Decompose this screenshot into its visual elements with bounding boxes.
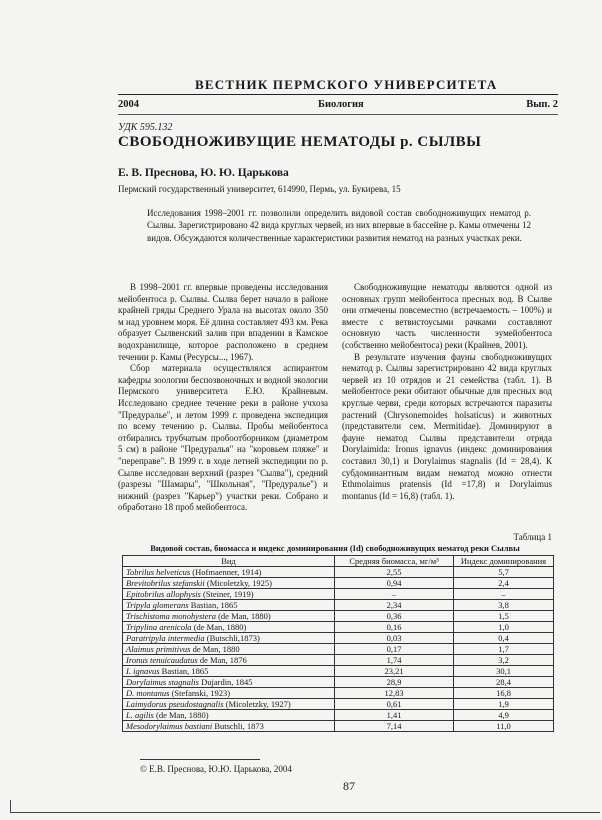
body-column-left xyxy=(118,282,328,514)
species-name: Mesodorylaimus bastiani xyxy=(126,721,213,731)
column-header-dominance: Индекс доминирования xyxy=(454,556,554,567)
page-number: 87 xyxy=(343,779,355,793)
biomass-cell: 0,94 xyxy=(335,578,454,589)
species-name: Laimydorus pseudostagnalis xyxy=(126,699,224,709)
dominance-cell: 2,4 xyxy=(454,578,554,589)
table-row xyxy=(123,699,554,710)
dominance-cell: 4,9 xyxy=(454,710,554,721)
species-cell xyxy=(123,578,335,589)
table-caption: Видовой состав, биомасса и индекс доминирования (Id) свободноживущих нематод реки Сылвы xyxy=(150,543,520,553)
dominance-cell: 3,2 xyxy=(454,655,554,666)
dominance-cell: 1,0 xyxy=(454,622,554,633)
biomass-cell: 12,83 xyxy=(335,688,454,699)
species-author: de Man, 1880 xyxy=(190,644,240,654)
header-rule xyxy=(118,94,558,95)
species-author: (Steiner, 1919) xyxy=(200,589,254,599)
dominance-cell: 30,1 xyxy=(454,666,554,677)
table-row xyxy=(123,655,554,666)
dominance-cell: 0,4 xyxy=(454,633,554,644)
species-author: (de Man, 1880) xyxy=(215,611,271,621)
table-row xyxy=(123,600,554,611)
dominance-cell: 11,0 xyxy=(454,721,554,732)
table-row xyxy=(123,567,554,578)
species-cell xyxy=(123,655,335,666)
table-row xyxy=(123,688,554,699)
footnote-rule xyxy=(140,759,260,760)
species-cell xyxy=(123,710,335,721)
species-name: Ironus tenuicaudatus xyxy=(126,655,198,665)
biomass-cell: 0,03 xyxy=(335,633,454,644)
species-cell xyxy=(123,688,335,699)
species-author: (Butschli,1873) xyxy=(204,633,260,643)
species-name: D. montanus xyxy=(126,688,170,698)
table-row xyxy=(123,611,554,622)
species-name: Tobrilus helveticus xyxy=(126,567,191,577)
species-cell xyxy=(123,721,335,732)
table-header-row xyxy=(123,556,554,567)
biomass-cell: 2,55 xyxy=(335,567,454,578)
paragraph: Свободноживущие нематоды являются одной из основных групп мейобентоса пресных вод. В Сылве они отмечены повсеместно (встречаемость – 100%) и вместе с ветвистоусыми рачками составляют основную часть численности эумейобентоса (собственно мейобентоса) реки (Крайнев, 2001). xyxy=(342,282,552,350)
dominance-cell: 1,5 xyxy=(454,611,554,622)
species-cell xyxy=(123,611,335,622)
table-label: Таблица 1 xyxy=(513,532,552,542)
species-cell xyxy=(123,644,335,655)
species-author: (Micoletzky, 1925) xyxy=(204,578,272,588)
dominance-cell: 1,7 xyxy=(454,644,554,655)
table-row xyxy=(123,721,554,732)
species-name: Tripylina arenicola xyxy=(126,622,192,632)
species-name: Dorylaimus stagnalis xyxy=(126,677,199,687)
biomass-cell: 0,61 xyxy=(335,699,454,710)
table-row xyxy=(123,666,554,677)
species-author: Bastian, 1865 xyxy=(188,600,238,610)
species-name: Brevitobrilus stefanskii xyxy=(126,578,205,588)
species-name: L. agilis xyxy=(126,710,154,720)
species-cell xyxy=(123,589,335,600)
header-rule-thin xyxy=(118,114,558,115)
dominance-cell: 28,4 xyxy=(454,677,554,688)
species-author: (de Man, 1880) xyxy=(153,710,209,720)
biomass-cell: 7,14 xyxy=(335,721,454,732)
section: Биология xyxy=(318,99,364,110)
paragraph: Сбор материала осуществлялся аспирантом кафедры зоологии беспозвоночных и водной экологии Пермского университета Е.Ю. Крайневым. Исследовано среднее течение реки в районе учхоза "Предуралье", и летом 1999 г. проведена экспедиция по всему течению р. Сылвы. Пробы мейобентоса отбирались трубчатым пробоотборником (диаметром 5 см) в районе "Предуралья" на "коровьем пляже" и "переправе". В 1999 г. в ходе летней экспедиции по р. Сылве исследован верхний (разрез "Сылва"), средний (разрезы "Шамары", "Школьная", "Предуралье") и нижний (разрез "Карьер") участки реки. Собрано и обработано 18 проб мейобентоса. xyxy=(118,363,328,513)
affiliation: Пермский государственный университет, 614990, Пермь, ул. Букирева, 15 xyxy=(118,184,401,194)
table-row xyxy=(123,710,554,721)
table-row xyxy=(123,677,554,688)
species-author: Butschli, 1873 xyxy=(212,721,264,731)
species-cell xyxy=(123,567,335,578)
species-name: Epitobrilus allophysis xyxy=(126,589,201,599)
dominance-cell: 5,7 xyxy=(454,567,554,578)
article-title: СВОБОДНОЖИВУЩИЕ НЕМАТОДЫ р. СЫЛВЫ xyxy=(118,134,482,150)
species-cell xyxy=(123,666,335,677)
species-cell xyxy=(123,600,335,611)
table-row xyxy=(123,622,554,633)
species-cell xyxy=(123,633,335,644)
body-column-right xyxy=(342,282,552,502)
species-name: I. ignavus xyxy=(126,666,160,676)
column-header-species: Вид xyxy=(123,556,335,567)
table-row xyxy=(123,578,554,589)
species-author: Dujardin, 1845 xyxy=(198,677,253,687)
species-name: Tripyla glomerans xyxy=(126,600,189,610)
page-edge-line xyxy=(10,812,600,813)
udk-code: УДК 595.132 xyxy=(118,122,173,133)
dominance-cell: 1,9 xyxy=(454,699,554,710)
biomass-cell: 0,36 xyxy=(335,611,454,622)
species-cell xyxy=(123,699,335,710)
biomass-cell: 0,16 xyxy=(335,622,454,633)
page-edge-tick xyxy=(10,800,11,812)
species-cell xyxy=(123,622,335,633)
species-author: (Micoletzky, 1927) xyxy=(223,699,291,709)
species-name: Trischistoma monohystera xyxy=(126,611,216,621)
journal-title: ВЕСТНИК ПЕРМСКОГО УНИВЕРСИТЕТА xyxy=(195,77,498,92)
species-author: (de Man, 1880) xyxy=(191,622,247,632)
table-row xyxy=(123,644,554,655)
biomass-cell: – xyxy=(335,589,454,600)
biomass-cell: 0,17 xyxy=(335,644,454,655)
copyright: © Е.В. Преснова, Ю.Ю. Царькова, 2004 xyxy=(140,764,292,774)
year: 2004 xyxy=(118,99,139,110)
species-table xyxy=(122,555,554,732)
authors: Е. В. Преснова, Ю. Ю. Царькова xyxy=(118,167,289,179)
abstract: Исследования 1998–2001 гг. позволили определить видовой состав свободноживущих нематод р. Сылвы. Зарегистрировано 42 вида круглых червей, из них впервые в бассейне р. Камы отмечены 12 видов. Обсуждаются количественные характеристики развития нематод на разных участках реки. xyxy=(147,208,531,243)
paragraph: В результате изучения фауны свободноживущих нематод р. Сылвы зарегистрировано 42 вида круглых червей из 10 отрядов и 21 семейства (табл. 1). В мейобентосе реки обитают обычные для пресных вод круглые черви, среди которых встречаются паразиты растений (Chrysonemoides holsaticus) и животных (представители сем. Mermitidae). Доминируют в фауне нематод Сылвы представители отряда Dorylaimida: Ironus ignavus (индекс доминирования составил 30,1) и Dorylaimus stagnalis (Id = 28,4). К субдоминантным видам нематод можно отнести Ethmolaimus pratensis (Id =17,8) и Dorylaimus montanus (Id = 16,8) (табл. 1). xyxy=(342,351,552,501)
biomass-cell: 23,21 xyxy=(335,666,454,677)
dominance-cell: 3,8 xyxy=(454,600,554,611)
dominance-cell: – xyxy=(454,589,554,600)
biomass-cell: 28,9 xyxy=(335,677,454,688)
issue: Вып. 2 xyxy=(526,99,558,110)
dominance-cell: 16,8 xyxy=(454,688,554,699)
table-row xyxy=(123,633,554,644)
species-author: de Man, 1876 xyxy=(197,655,247,665)
species-author: (Stefanski, 1923) xyxy=(169,688,231,698)
species-author: (Hofmaenner, 1914) xyxy=(190,567,262,577)
biomass-cell: 1,74 xyxy=(335,655,454,666)
species-name: Alaimus primitivus xyxy=(126,644,191,654)
species-author: Bastian, 1865 xyxy=(159,666,209,676)
table-row xyxy=(123,589,554,600)
biomass-cell: 2,34 xyxy=(335,600,454,611)
column-header-biomass: Средняя биомасса, мг/м³ xyxy=(335,556,454,567)
species-name: Paratripyla intermedia xyxy=(126,633,205,643)
species-cell xyxy=(123,677,335,688)
biomass-cell: 1,41 xyxy=(335,710,454,721)
paragraph: В 1998–2001 гг. впервые проведены исследования мейобентоса р. Сылвы. Сылва берет начало в районе крайней гряды Среднего Урала на высотах около 350 м над уровнем моря. Её длина составляет 493 км. Река образует Сылвенский залив при впадении в Камское водохранилище, которое расположено в среднем течении р. Камы (Ресурсы..., 1967). xyxy=(118,282,328,362)
